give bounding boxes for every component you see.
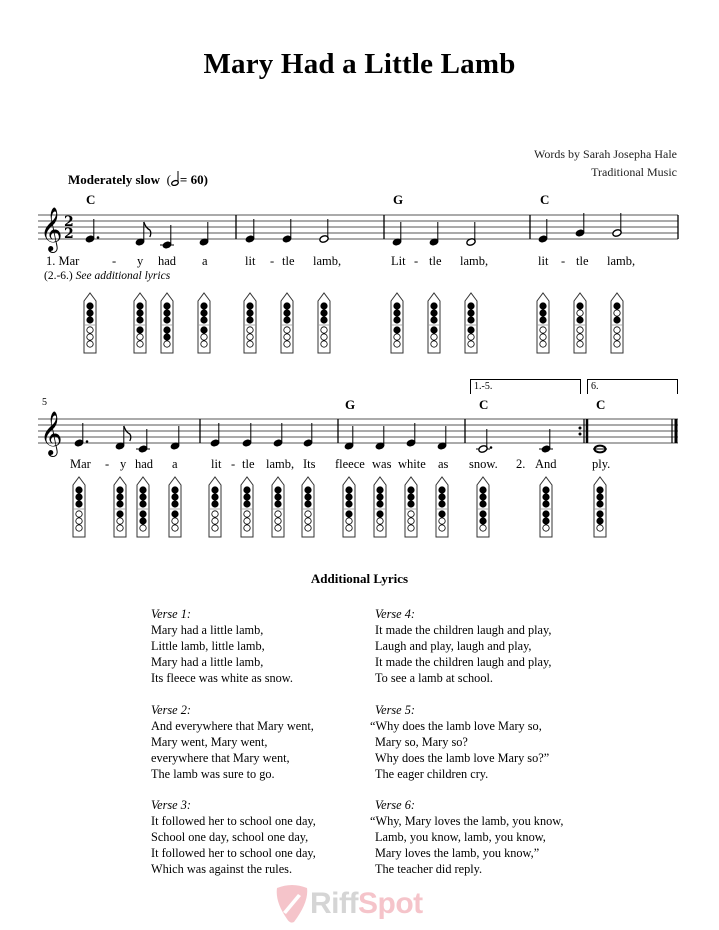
closed-hole-icon <box>346 501 352 507</box>
lyric-syllable: snow. <box>469 457 498 471</box>
open-hole-icon <box>212 511 218 517</box>
closed-hole-icon <box>172 501 178 507</box>
chord-symbol: G <box>345 397 356 412</box>
open-hole-icon <box>212 518 218 524</box>
lyric-syllable: - <box>414 254 419 268</box>
chord-symbol: G <box>393 192 404 207</box>
tin-whistle-fingering-chart <box>343 477 355 537</box>
closed-hole-icon <box>597 494 603 500</box>
lyric-syllable: was <box>372 457 392 471</box>
note-E4 <box>242 423 252 447</box>
closed-hole-icon <box>140 511 146 517</box>
closed-hole-icon <box>76 501 82 507</box>
lyric-syllable: had <box>158 254 177 268</box>
closed-hole-icon <box>543 501 549 507</box>
tin-whistle-fingering-chart <box>169 477 181 537</box>
lyric-syllable: lit <box>211 457 222 471</box>
closed-hole-icon <box>377 501 383 507</box>
lyric-syllable: lamb, <box>266 457 295 471</box>
note-D4 <box>170 426 180 450</box>
open-hole-icon <box>76 518 82 524</box>
closed-hole-icon <box>408 494 414 500</box>
closed-hole-icon <box>212 494 218 500</box>
verse-2 <box>151 702 314 782</box>
verse-line: Mary had a little lamb, <box>151 655 264 669</box>
lyric-syllable: Mar <box>70 457 91 471</box>
note-C4 <box>478 429 492 453</box>
open-hole-icon <box>76 511 82 517</box>
lyric-syllable: And <box>535 457 557 471</box>
closed-hole-icon <box>275 501 281 507</box>
open-hole-icon <box>346 518 352 524</box>
closed-hole-icon <box>480 494 486 500</box>
closed-hole-icon <box>408 501 414 507</box>
verse-line: Mary went, Mary went, <box>151 735 268 749</box>
song-title: Mary Had a Little Lamb <box>203 48 516 80</box>
tempo-label: Moderately slow <box>68 172 161 187</box>
verse-line: And everywhere that Mary went, <box>151 719 314 733</box>
closed-hole-icon <box>275 487 281 493</box>
svg-text:𝄞: 𝄞 <box>40 207 63 251</box>
open-hole-icon <box>275 518 281 524</box>
closed-hole-icon <box>597 511 603 517</box>
lyricist-credit: Words by Sarah Josepha Hale <box>534 147 677 161</box>
tin-whistle-fingering-chart <box>374 477 386 537</box>
closed-hole-icon <box>597 501 603 507</box>
note-C4 <box>541 429 551 453</box>
open-hole-icon <box>439 518 445 524</box>
verse-3 <box>151 797 316 877</box>
note-E4 <box>210 423 220 447</box>
verse-line: Laugh and play, laugh and play, <box>375 639 532 653</box>
lyric-syllable: lamb, <box>460 254 489 268</box>
lyric-syllable: - <box>270 254 275 268</box>
lyric-syllable: ply. <box>592 457 611 471</box>
verse-line: Mary had a little lamb, <box>151 623 264 637</box>
tin-whistle-fingering-chart <box>73 477 85 537</box>
closed-hole-icon <box>377 494 383 500</box>
volta-bracket-2: 6. <box>587 379 678 394</box>
lyric-syllable: lit <box>538 254 549 268</box>
open-hole-icon <box>117 525 123 531</box>
closed-hole-icon <box>140 501 146 507</box>
lyric-syllable: tle <box>242 457 255 471</box>
tin-whistle-fingering-chart <box>137 477 149 537</box>
verse-line: It followed her to school one day, <box>151 814 316 828</box>
lyric-syllable: - <box>561 254 566 268</box>
lyric-syllable: lamb, <box>313 254 342 268</box>
open-hole-icon <box>172 525 178 531</box>
closed-hole-icon <box>439 501 445 507</box>
verse-line: everywhere that Mary went, <box>151 751 290 765</box>
composer-credit: Traditional Music <box>591 165 677 179</box>
open-hole-icon <box>346 525 352 531</box>
closed-hole-icon <box>480 487 486 493</box>
tin-whistle-fingering-chart <box>272 477 284 537</box>
lyric-syllable: - <box>112 254 117 268</box>
closed-hole-icon <box>480 518 486 524</box>
tin-whistle-fingering-chart <box>302 477 314 537</box>
chord-symbol: C <box>596 397 606 412</box>
closed-hole-icon <box>439 494 445 500</box>
svg-text:2: 2 <box>64 214 74 230</box>
closed-hole-icon <box>480 501 486 507</box>
closed-hole-icon <box>543 494 549 500</box>
lyric-syllable: lamb, <box>607 254 636 268</box>
logo-spot: Spot <box>357 887 423 920</box>
lyric-syllable: lit <box>245 254 256 268</box>
verse-line: The lamb was sure to go. <box>151 767 275 781</box>
chord-symbol: C <box>479 397 489 412</box>
note-E4 <box>303 423 313 447</box>
tin-whistle-fingering-chart <box>209 477 221 537</box>
verse-4 <box>375 606 551 686</box>
closed-hole-icon <box>377 487 383 493</box>
closed-hole-icon <box>305 494 311 500</box>
verse-6 <box>370 797 564 877</box>
closed-hole-icon <box>244 487 250 493</box>
open-hole-icon <box>117 518 123 524</box>
closed-hole-icon <box>140 518 146 524</box>
closed-hole-icon <box>305 501 311 507</box>
closed-hole-icon <box>480 511 486 517</box>
closed-hole-icon <box>275 494 281 500</box>
measure-number: 5 <box>42 397 47 408</box>
volta-bracket-1: 1.-5. <box>470 379 581 394</box>
verse-line: Mary so, Mary so? <box>375 735 468 749</box>
logo-riff: Riff <box>310 887 358 920</box>
tin-whistle-fingering-chart <box>405 477 417 537</box>
lyric-syllable: as <box>438 457 449 471</box>
open-hole-icon <box>408 518 414 524</box>
note-E4 <box>406 423 416 447</box>
verse-line: Mary loves the lamb, you know,” <box>375 846 540 860</box>
lyric-syllable: Its <box>303 457 316 471</box>
closed-hole-icon <box>346 494 352 500</box>
open-hole-icon <box>408 525 414 531</box>
open-hole-icon <box>212 525 218 531</box>
closed-hole-icon <box>140 494 146 500</box>
closed-hole-icon <box>212 501 218 507</box>
closed-hole-icon <box>117 501 123 507</box>
note-C4 <box>138 429 148 453</box>
verse-range: (2.-6.) <box>44 270 73 282</box>
lyric-syllable: - <box>105 457 110 471</box>
svg-text:2: 2 <box>64 226 74 242</box>
chord-symbol: C <box>86 192 96 207</box>
open-hole-icon <box>305 511 311 517</box>
svg-text:𝄞: 𝄞 <box>40 411 63 455</box>
open-hole-icon <box>305 525 311 531</box>
closed-hole-icon <box>305 487 311 493</box>
closed-hole-icon <box>408 487 414 493</box>
tin-whistle-fingering-chart <box>436 477 448 537</box>
verse-label: Verse 5: <box>375 703 415 717</box>
additional-lyrics-heading: Additional Lyrics <box>310 571 409 586</box>
closed-hole-icon <box>172 511 178 517</box>
closed-hole-icon <box>597 487 603 493</box>
tin-whistle-fingering-chart <box>241 477 253 537</box>
lyric-syllable: 1. Mar <box>46 254 80 268</box>
open-hole-icon <box>377 525 383 531</box>
verse-line: The eager children cry. <box>375 767 489 781</box>
note-D4 <box>437 426 447 450</box>
verse-line: To see a lamb at school. <box>375 671 493 685</box>
verse-line: Little lamb, little lamb, <box>151 639 265 653</box>
closed-hole-icon <box>543 487 549 493</box>
closed-hole-icon <box>597 518 603 524</box>
open-hole-icon <box>140 525 146 531</box>
lyric-syllable: a <box>172 457 178 471</box>
closed-hole-icon <box>377 511 383 517</box>
tin-whistle-fingering-chart <box>114 477 126 537</box>
verse-line: Lamb, you know, lamb, you know, <box>375 830 546 844</box>
lyric-syllable: a <box>202 254 208 268</box>
open-hole-icon <box>275 525 281 531</box>
closed-hole-icon <box>76 494 82 500</box>
open-hole-icon <box>377 518 383 524</box>
verse-line: It made the children laugh and play, <box>375 623 552 637</box>
verse-line: Which was against the rules. <box>151 862 293 876</box>
note-D4 <box>375 426 385 450</box>
verse-line: It made the children laugh and play, <box>375 655 552 669</box>
verse-label: Verse 6: <box>375 798 415 812</box>
see-additional-lyrics: See additional lyrics <box>75 270 171 282</box>
lyric-syllable: white <box>398 457 426 471</box>
closed-hole-icon <box>140 487 146 493</box>
open-hole-icon <box>305 518 311 524</box>
note-D4 <box>344 426 354 450</box>
open-hole-icon <box>480 525 486 531</box>
verse-line: “Why does the lamb love Mary so, <box>370 719 542 733</box>
closed-hole-icon <box>172 487 178 493</box>
tin-whistle-fingering-chart <box>594 477 606 537</box>
closed-hole-icon <box>76 487 82 493</box>
lyric-syllable: 2. <box>516 457 526 471</box>
lyric-syllable: y <box>120 457 127 471</box>
closed-hole-icon <box>172 494 178 500</box>
closed-hole-icon <box>439 487 445 493</box>
lyric-syllable: tle <box>282 254 295 268</box>
verse-line: Its fleece was white as snow. <box>151 671 293 685</box>
open-hole-icon <box>439 525 445 531</box>
closed-hole-icon <box>117 494 123 500</box>
lyric-syllable: y <box>137 254 144 268</box>
tin-whistle-fingering-chart <box>540 477 552 537</box>
verse-label: Verse 1: <box>151 607 191 621</box>
closed-hole-icon <box>543 511 549 517</box>
verse-label: Verse 4: <box>375 607 415 621</box>
verse-5 <box>370 702 550 782</box>
lyric-syllable: tle <box>429 254 442 268</box>
verse-label: Verse 2: <box>151 703 191 717</box>
note-E4 <box>74 423 88 447</box>
verse-line: Why does the lamb love Mary so?” <box>375 751 550 765</box>
tin-whistle-fingering-chart <box>477 477 489 537</box>
open-hole-icon <box>244 525 250 531</box>
closed-hole-icon <box>244 494 250 500</box>
closed-hole-icon <box>117 511 123 517</box>
chord-symbol: C <box>540 192 550 207</box>
verse-line: “Why, Mary loves the lamb, you know, <box>370 814 564 828</box>
tempo-marking: Moderately slow ( = 60) <box>68 172 208 187</box>
verse-line: The teacher did reply. <box>375 862 483 876</box>
note-D4 <box>115 426 131 450</box>
open-hole-icon <box>244 518 250 524</box>
closed-hole-icon <box>212 487 218 493</box>
lyric-syllable: Lit <box>391 254 406 268</box>
open-hole-icon <box>275 511 281 517</box>
open-hole-icon <box>543 525 549 531</box>
guitar-pick-icon <box>274 884 310 924</box>
closed-hole-icon <box>117 487 123 493</box>
open-hole-icon <box>76 525 82 531</box>
closed-hole-icon <box>346 511 352 517</box>
tempo-bpm: = 60) <box>179 172 208 187</box>
note-E4 <box>273 423 283 447</box>
lyric-syllable: fleece <box>335 457 365 471</box>
open-hole-icon <box>408 511 414 517</box>
riffspot-logo <box>274 884 423 924</box>
lyric-syllable: - <box>231 457 236 471</box>
closed-hole-icon <box>543 518 549 524</box>
closed-hole-icon <box>346 487 352 493</box>
verse-1 <box>151 606 293 686</box>
lyric-syllable: had <box>135 457 154 471</box>
verse-line: It followed her to school one day, <box>151 846 316 860</box>
closed-hole-icon <box>439 511 445 517</box>
open-hole-icon <box>597 525 603 531</box>
open-hole-icon <box>244 511 250 517</box>
verse-label: Verse 3: <box>151 798 191 812</box>
verse-line: School one day, school one day, <box>151 830 309 844</box>
closed-hole-icon <box>244 501 250 507</box>
open-hole-icon <box>172 518 178 524</box>
lyric-syllable: tle <box>576 254 589 268</box>
